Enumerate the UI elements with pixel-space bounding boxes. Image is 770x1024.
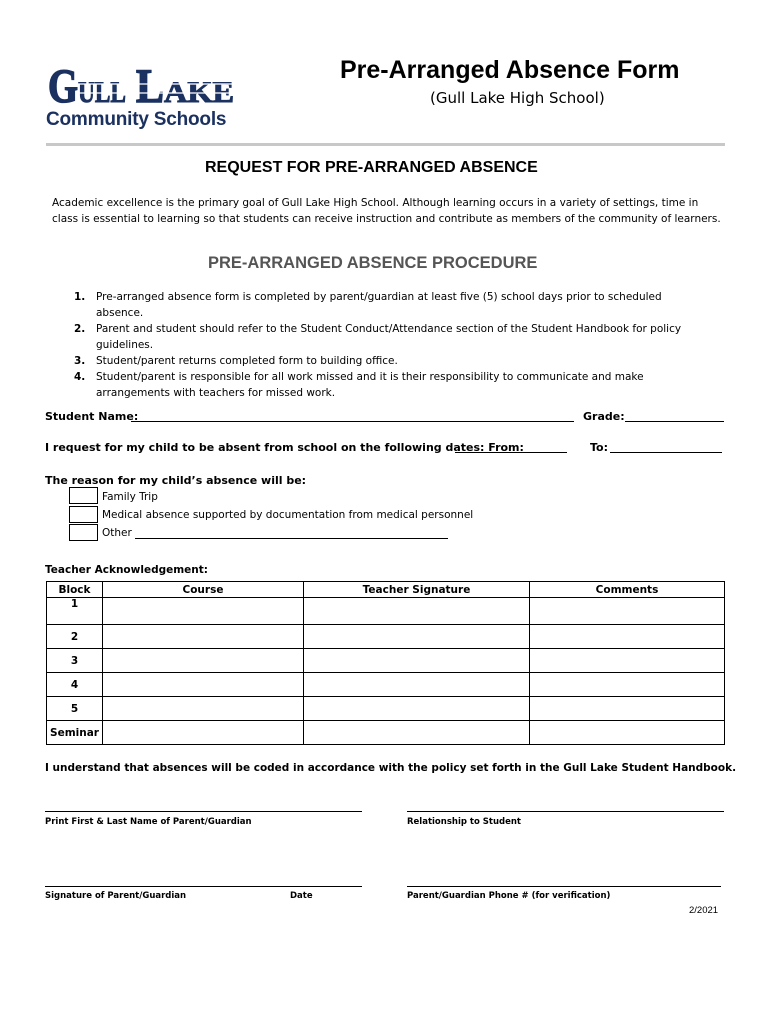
- signature-cell[interactable]: [304, 697, 530, 721]
- medical-absence-label: Medical absence supported by documentation from medical personnel: [102, 509, 474, 521]
- form-version: 2/2021: [689, 905, 719, 916]
- block-cell: Seminar: [47, 721, 103, 745]
- course-cell[interactable]: [103, 673, 304, 697]
- gull-lake-logo: [48, 60, 236, 106]
- comments-cell[interactable]: [530, 649, 725, 673]
- other-checkbox[interactable]: [69, 524, 98, 541]
- comments-cell[interactable]: [530, 697, 725, 721]
- course-cell[interactable]: [103, 598, 304, 625]
- comments-cell[interactable]: [530, 625, 725, 649]
- header-divider: [46, 143, 725, 146]
- col-block: Block: [47, 582, 103, 598]
- teacher-ack-table: [46, 581, 725, 745]
- table-header-row: [47, 582, 725, 598]
- signature-line[interactable]: [45, 886, 362, 887]
- procedure-list: [52, 289, 712, 401]
- block-cell: 3: [47, 649, 103, 673]
- medical-absence-checkbox[interactable]: [69, 506, 98, 523]
- relationship-line[interactable]: [407, 811, 724, 812]
- other-reason-field[interactable]: [135, 527, 448, 539]
- procedure-heading: PRE-ARRANGED ABSENCE PROCEDURE: [208, 254, 538, 272]
- block-cell: 5: [47, 697, 103, 721]
- dates-label: I request for my child to be absent from school on the following dates: From:: [45, 441, 524, 454]
- col-comments: Comments: [530, 582, 725, 598]
- table-row: [47, 673, 725, 697]
- grade-field[interactable]: [625, 410, 724, 422]
- signature-cell[interactable]: [304, 598, 530, 625]
- teacher-ack-heading: Teacher Acknowledgement:: [45, 564, 208, 576]
- form-subtitle: (Gull Lake High School): [430, 89, 605, 107]
- table-row: [47, 649, 725, 673]
- table-row: [47, 721, 725, 745]
- course-cell[interactable]: [103, 721, 304, 745]
- procedure-item: 1. Pre-arranged absence form is completed by parent/guardian at least five (5) school days prior to scheduled absence.: [74, 291, 662, 319]
- intro-paragraph: Academic excellence is the primary goal of Gull Lake High School. Although learning occurs in a variety of settings, time in class is essential to learning so that students can receive instruction and contribute as members of the community of learners.: [52, 197, 721, 225]
- course-cell[interactable]: [103, 625, 304, 649]
- to-label: To:: [590, 441, 608, 454]
- procedure-item: 2. Parent and student should refer to the Student Conduct/Attendance section of the Student Handbook for policy guidelines.: [74, 323, 682, 351]
- col-course: Course: [103, 582, 304, 598]
- comments-cell[interactable]: [530, 598, 725, 625]
- svg-text:G: G: [48, 60, 78, 106]
- print-name-label: Print First & Last Name of Parent/Guardian: [45, 817, 252, 827]
- grade-label: Grade:: [583, 410, 625, 423]
- relationship-label: Relationship to Student: [407, 817, 521, 827]
- signature-cell[interactable]: [304, 721, 530, 745]
- svg-text:AKE: AKE: [164, 76, 234, 106]
- table-row: [47, 697, 725, 721]
- logo-subtitle: Community Schools: [46, 109, 227, 130]
- agreement-statement: I understand that absences will be coded in accordance with the policy set forth in the Gull Lake Student Handbook.: [45, 762, 737, 774]
- comments-cell[interactable]: [530, 721, 725, 745]
- to-date-field[interactable]: [610, 441, 722, 453]
- block-cell: 4: [47, 673, 103, 697]
- signature-label: Signature of Parent/Guardian: [45, 891, 187, 901]
- reason-heading: The reason for my child’s absence will be:: [45, 474, 307, 487]
- student-name-label: Student Name:: [45, 410, 139, 423]
- course-cell[interactable]: [103, 649, 304, 673]
- from-date-field[interactable]: [455, 441, 567, 453]
- svg-text:L: L: [136, 60, 164, 106]
- date-label: Date: [290, 891, 313, 901]
- course-cell[interactable]: [103, 697, 304, 721]
- signature-cell[interactable]: [304, 625, 530, 649]
- family-trip-label: Family Trip: [102, 491, 158, 503]
- procedure-item: 4. Student/parent is responsible for all work missed and it is their responsibility to communicate and make arrangements with teachers for missed work.: [74, 371, 644, 399]
- request-heading: REQUEST FOR PRE-ARRANGED ABSENCE: [205, 159, 538, 176]
- print-name-line[interactable]: [45, 811, 362, 812]
- student-name-field[interactable]: [131, 410, 574, 422]
- comments-cell[interactable]: [530, 673, 725, 697]
- other-label: Other: [102, 527, 132, 539]
- procedure-item: 3. Student/parent returns completed form to building office.: [74, 355, 398, 367]
- table-row: [47, 625, 725, 649]
- svg-text:ULL: ULL: [78, 76, 126, 106]
- col-teacher-signature: Teacher Signature: [304, 582, 530, 598]
- family-trip-checkbox[interactable]: [69, 487, 98, 504]
- phone-label: Parent/Guardian Phone # (for verification): [407, 891, 611, 901]
- signature-cell[interactable]: [304, 649, 530, 673]
- phone-line[interactable]: [407, 886, 721, 887]
- signature-cell[interactable]: [304, 673, 530, 697]
- table-row: [47, 598, 725, 625]
- block-cell: 2: [47, 625, 103, 649]
- block-cell: 1: [47, 598, 103, 625]
- form-title: Pre-Arranged Absence Form: [340, 56, 680, 84]
